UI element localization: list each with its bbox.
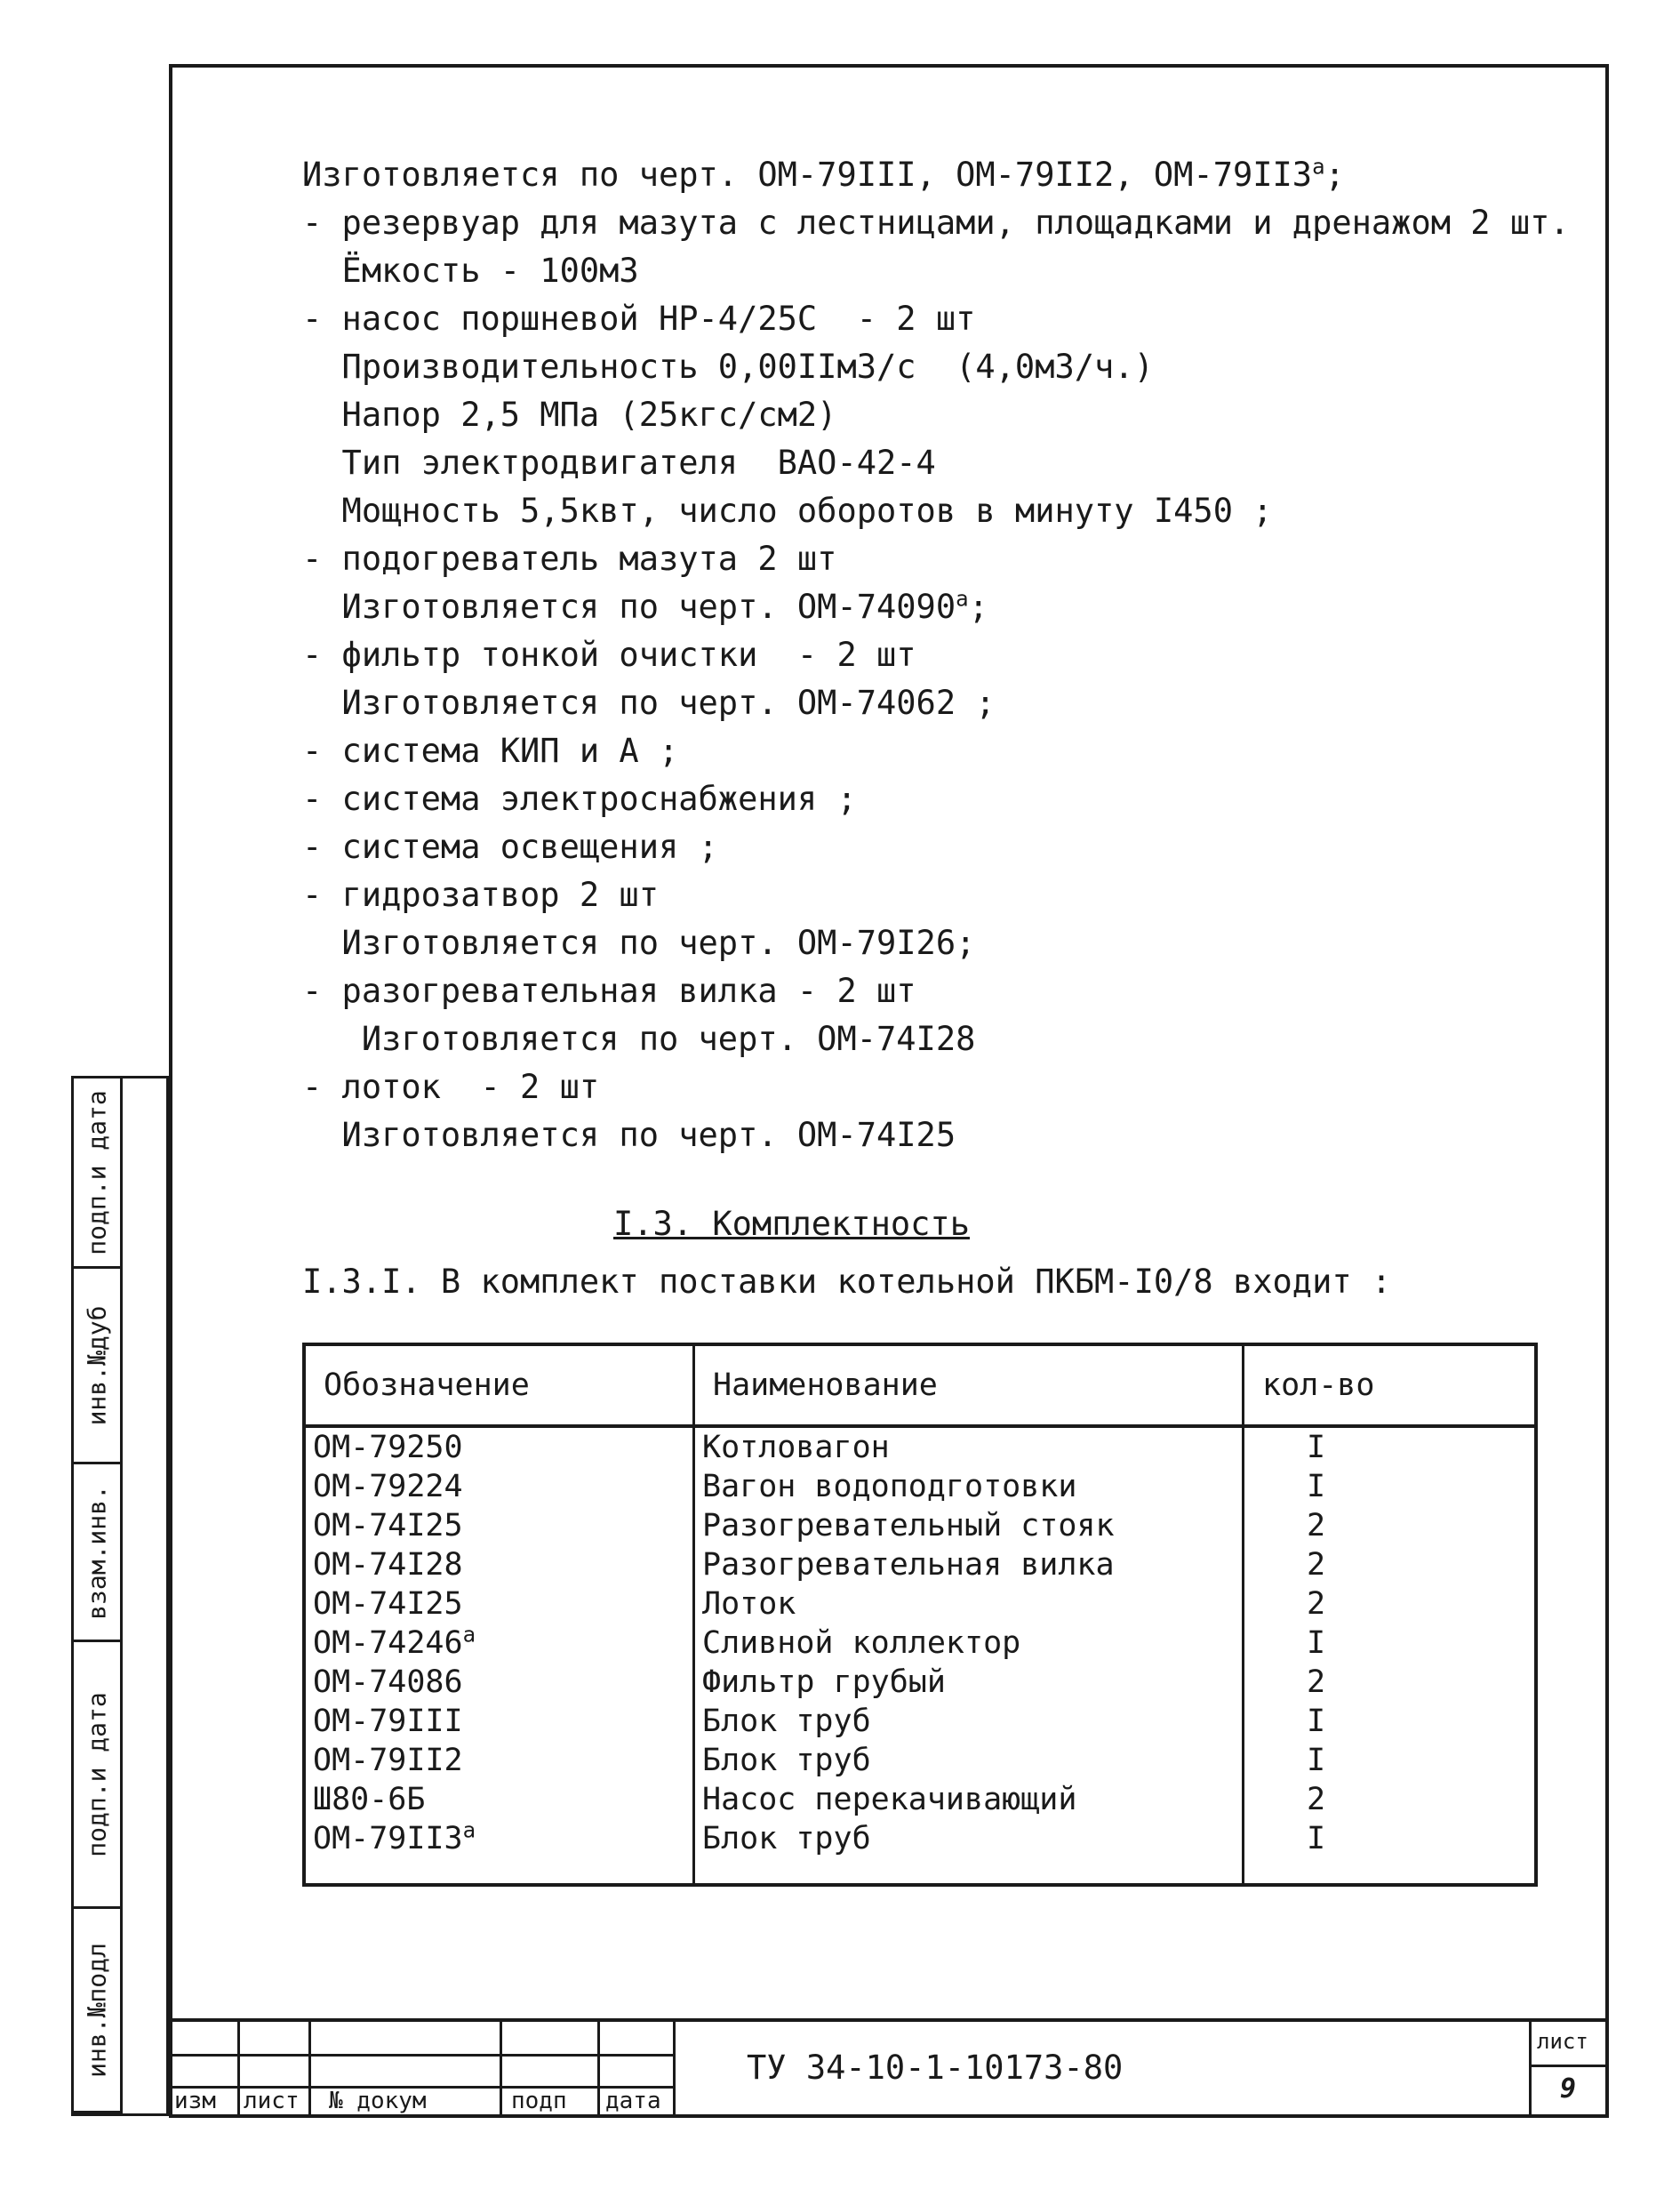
body-line: - система электроснабжения ; [302, 780, 857, 818]
sheet-label: лист [1537, 2029, 1588, 2054]
body-line: Мощность 5,5квт, число оборотов в минуту I450 ; [302, 492, 1273, 530]
table-row [304, 1584, 1536, 1624]
tb-col-sign [502, 2022, 600, 2118]
body-line: Изготовляется по черт. ОМ-74I25 [302, 1116, 956, 1154]
superscript-mark: a [956, 586, 969, 612]
cell-quantity: 2 [1307, 1586, 1326, 1622]
body-line: - система КИП и А ; [302, 732, 679, 770]
cell-quantity: I [1307, 1704, 1326, 1739]
cell-designation: ОМ-74086 [304, 1663, 694, 1702]
section-title: I.3. Комплектность [613, 1205, 970, 1243]
completeness-table [302, 1343, 1538, 1887]
header-name: Наименование [694, 1344, 1244, 1426]
tb-label-izm: изм [174, 2088, 216, 2114]
body-line: Изготовляется по черт. ОМ-79III, ОМ-79II2, ОМ-79II3$^a$; [302, 154, 1345, 194]
sheet-divider [1532, 2065, 1609, 2067]
tb-col-doc [311, 2022, 502, 2118]
cell-quantity: I [1307, 1743, 1326, 1778]
tb-col-date [600, 2022, 676, 2118]
stamp-label: подп.и дата [82, 1089, 112, 1255]
body-line: Производительность 0,00IIм3/с (4,0м3/ч.) [302, 348, 1154, 386]
cell-name: Лоток [694, 1584, 1244, 1624]
cell-designation: ОМ-74I25 [304, 1584, 694, 1624]
body-line: - фильтр тонкой очистки - 2 шт [302, 636, 916, 674]
table-row [304, 1545, 1536, 1584]
table-header-row [304, 1344, 1536, 1426]
stamp-label: подп.и дата [82, 1691, 112, 1857]
stamp-cell [74, 1269, 123, 1464]
tb-col-list [240, 2022, 311, 2118]
cell-name: Котловагон [694, 1426, 1244, 1467]
tb-label-date: дата [605, 2088, 661, 2114]
header-designation: Обозначение [304, 1344, 694, 1426]
table-row [304, 1780, 1536, 1819]
table-row [304, 1467, 1536, 1506]
section-intro: I.3.I. В комплект поставки котельной ПКБМ-I0/8 входит : [302, 1263, 1392, 1301]
body-line: - насос поршневой НР-4/25С - 2 шт [302, 300, 976, 338]
cell-quantity: 2 [1307, 1508, 1326, 1544]
cell-name: Вагон водоподготовки [694, 1467, 1244, 1506]
header-quantity: кол-во [1244, 1344, 1537, 1426]
cell-name: Разогревательная вилка [694, 1545, 1244, 1584]
stamp-label: взам.инв. [82, 1484, 112, 1620]
stamp-cell [74, 1642, 123, 1909]
table-row [304, 1506, 1536, 1545]
cell-quantity: I [1307, 1625, 1326, 1661]
body-text [302, 151, 1591, 1159]
table-row [304, 1426, 1536, 1467]
document-code: ТУ 34-10-1-10173-80 [747, 2049, 1124, 2087]
body-line: Изготовляется по черт. ОМ-74090$^a$; [302, 586, 988, 626]
body-line: Ёмкость - 100м3 [302, 252, 639, 290]
superscript-mark: a [462, 1622, 476, 1648]
table-row [304, 1741, 1536, 1780]
cell-designation: ОМ-79III [304, 1702, 694, 1741]
tb-col-izm [169, 2022, 240, 2118]
cell-name: Насос перекачивающий [694, 1780, 1244, 1819]
cell-quantity: 2 [1307, 1664, 1326, 1700]
table-row [304, 1702, 1536, 1741]
body-line: - разогревательная вилка - 2 шт [302, 972, 916, 1010]
body-line: - резервуар для мазута с лестницами, площадками и дренажом 2 шт. [302, 204, 1570, 242]
body-line: - гидрозатвор 2 шт [302, 876, 659, 914]
sheet-box [1529, 2022, 1609, 2118]
cell-quantity: 2 [1307, 1547, 1326, 1583]
superscript-mark: a [1312, 154, 1325, 180]
cell-designation: ОМ-74I28 [304, 1545, 694, 1584]
sheet-number: 9 [1560, 2073, 1577, 2105]
tb-label-sign: подп [511, 2088, 567, 2114]
stamp-label: инв.№дуб [82, 1305, 112, 1425]
cell-designation: ОМ-79II2 [304, 1741, 694, 1780]
body-line: - система освещения ; [302, 828, 718, 866]
body-line: Изготовляется по черт. ОМ-74062 ; [302, 684, 996, 722]
cell-name: Блок труб [694, 1819, 1244, 1885]
body-line: Изготовляется по черт. ОМ-79I26; [302, 924, 976, 962]
title-block [169, 2018, 1609, 2118]
stamp-cell [74, 1078, 123, 1269]
cell-quantity: 2 [1307, 1782, 1326, 1817]
cell-designation: ОМ-74246$^a$ [304, 1624, 694, 1663]
stamp-label: инв.№подл [82, 1942, 112, 2078]
table-row [304, 1624, 1536, 1663]
superscript-mark: a [462, 1817, 476, 1843]
cell-name: Блок труб [694, 1741, 1244, 1780]
cell-designation: ОМ-74I25 [304, 1506, 694, 1545]
body-line: - подогреватель мазута 2 шт [302, 540, 837, 578]
left-stamp [71, 1076, 169, 2116]
cell-name: Фильтр грубый [694, 1663, 1244, 1702]
table-row [304, 1663, 1536, 1702]
body-line: - лоток - 2 шт [302, 1068, 600, 1106]
table-row [304, 1819, 1536, 1885]
cell-name: Сливной коллектор [694, 1624, 1244, 1663]
body-line: Напор 2,5 МПа (25кгс/см2) [302, 396, 837, 434]
body-line: Тип электродвигателя ВАО-42-4 [302, 444, 936, 482]
tb-label-doc: № докум [329, 2088, 427, 2114]
stamp-cell [74, 1909, 123, 2113]
cell-designation: ОМ-79II3$^a$ [304, 1819, 694, 1885]
cell-designation: ОМ-79224 [304, 1467, 694, 1506]
stamp-cell [74, 1464, 123, 1642]
cell-designation: Ш80-6Б [304, 1780, 694, 1819]
cell-quantity: I [1307, 1821, 1326, 1856]
cell-name: Разогревательный стояк [694, 1506, 1244, 1545]
cell-name: Блок труб [694, 1702, 1244, 1741]
body-line: Изготовляется по черт. ОМ-74I28 [302, 1020, 976, 1058]
cell-quantity: I [1307, 1469, 1326, 1504]
tb-label-list: лист [244, 2088, 300, 2114]
cell-designation: ОМ-79250 [304, 1426, 694, 1467]
cell-quantity: I [1307, 1430, 1326, 1465]
